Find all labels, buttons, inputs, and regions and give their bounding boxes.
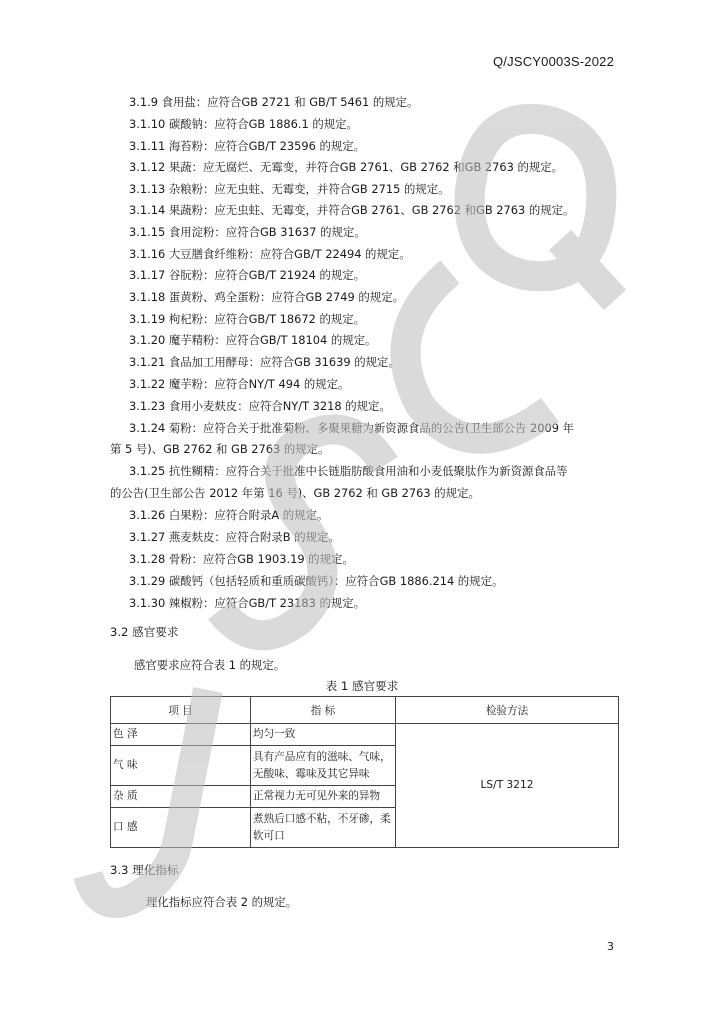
header-item: 项 目 (111, 697, 251, 724)
clause-3-1-17: 3.1.17 谷朊粉：应符合GB/T 21924 的规定。 (129, 268, 366, 282)
clause-3-1-25-line1: 3.1.25 抗性糊精：应符合关于批准中长链脂肪酸食用油和小麦低聚肽作为新资源食品等 (129, 464, 568, 478)
clause-3-1-23: 3.1.23 食用小麦麸皮：应符合NY/T 3218 的规定。 (129, 399, 391, 413)
row-spec: 具有产品应有的滋味、气味，无酸味、霉味及其它异味 (251, 746, 396, 786)
clause-3-1-12: 3.1.12 果蔬：应无腐烂、无霉变，并符合GB 2761、GB 2762 和GB 2763 的规定。 (129, 160, 564, 174)
clause-3-1-18: 3.1.18 蛋黄粉、鸡全蛋粉：应符合GB 2749 的规定。 (129, 290, 404, 304)
header-method: 检验方法 (396, 697, 619, 724)
clause-3-1-15: 3.1.15 食用淀粉：应符合GB 31637 的规定。 (129, 225, 366, 239)
clause-3-1-24-line2: 第 5 号)、GB 2762 和 GB 2763 的规定。 (110, 442, 330, 456)
page-number: 3 (607, 940, 614, 953)
clause-3-1-22: 3.1.22 魔芋粉：应符合NY/T 494 的规定。 (129, 377, 350, 391)
clause-3-1-26: 3.1.26 白果粉：应符合附录A 的规定。 (129, 508, 329, 522)
clause-3-1-11: 3.1.11 海苔粉：应符合GB/T 23596 的规定。 (129, 139, 366, 153)
clause-3-1-14: 3.1.14 果蔬粉：应无虫蛀、无霉变，并符合GB 2761、GB 2762 和GB 2763 的规定。 (129, 203, 575, 217)
sensory-requirements-table (110, 696, 619, 848)
clause-3-1-25-line2: 的公告(卫生部公告 2012 年第 16 号)、GB 2762 和 GB 2763 的规定。 (110, 486, 480, 500)
clause-3-1-13: 3.1.13 杂粮粉：应无虫蛀、无霉变，并符合GB 2715 的规定。 (129, 182, 450, 196)
clause-3-1-16: 3.1.16 大豆膳食纤维粉：应符合GB/T 22494 的规定。 (129, 247, 411, 261)
section-3-3-heading: 3.3 理化指标 (110, 863, 179, 877)
row-spec: 煮熟后口感不粘，不牙碜，柔软可口 (251, 808, 396, 848)
clause-3-1-9: 3.1.9 食用盐：应符合GB 2721 和 GB/T 5461 的规定。 (129, 95, 419, 109)
table-1-title: 表 1 感官要求 (325, 679, 399, 693)
section-3-2-intro: 感官要求应符合表 1 的规定。 (134, 658, 286, 672)
clause-3-1-21: 3.1.21 食品加工用酵母：应符合GB 31639 的规定。 (129, 355, 400, 369)
clause-3-1-27: 3.1.27 燕麦麸皮：应符合附录B 的规定。 (129, 530, 340, 544)
clause-3-1-29: 3.1.29 碳酸钙（包括轻质和重质碳酸钙）：应符合GB 1886.214 的规定。 (129, 574, 504, 588)
row-spec: 均匀一致 (251, 724, 396, 746)
row-item: 色 泽 (111, 724, 251, 746)
table-row (111, 724, 619, 746)
clause-3-1-19: 3.1.19 枸杞粉：应符合GB/T 18672 的规定。 (129, 312, 366, 326)
header-spec: 指 标 (251, 697, 396, 724)
table-header-row (111, 697, 619, 724)
row-item: 口 感 (111, 808, 251, 848)
row-item: 杂 质 (111, 786, 251, 808)
clause-3-1-30: 3.1.30 辣椒粉：应符合GB/T 23183 的规定。 (129, 596, 366, 610)
clause-3-1-20: 3.1.20 魔芋精粉：应符合GB/T 18104 的规定。 (129, 333, 377, 347)
section-3-2-heading: 3.2 感官要求 (110, 625, 179, 639)
row-spec: 正常视力无可见外来的异物 (251, 786, 396, 808)
document-code: Q/JSCY0003S-2022 (493, 54, 614, 69)
clause-3-1-10: 3.1.10 碳酸钠：应符合GB 1886.1 的规定。 (129, 117, 358, 131)
test-method: LS/T 3212 (396, 724, 619, 848)
clause-3-1-24-line1: 3.1.24 菊粉：应符合关于批准菊粉、多聚果糖为新资源食品的公告(卫生部公告 2009 年 (129, 421, 575, 435)
section-3-3-intro: 理化指标应符合表 2 的规定。 (146, 895, 298, 909)
row-item: 气 味 (111, 746, 251, 786)
clause-3-1-28: 3.1.28 骨粉：应符合GB 1903.19 的规定。 (129, 552, 354, 566)
